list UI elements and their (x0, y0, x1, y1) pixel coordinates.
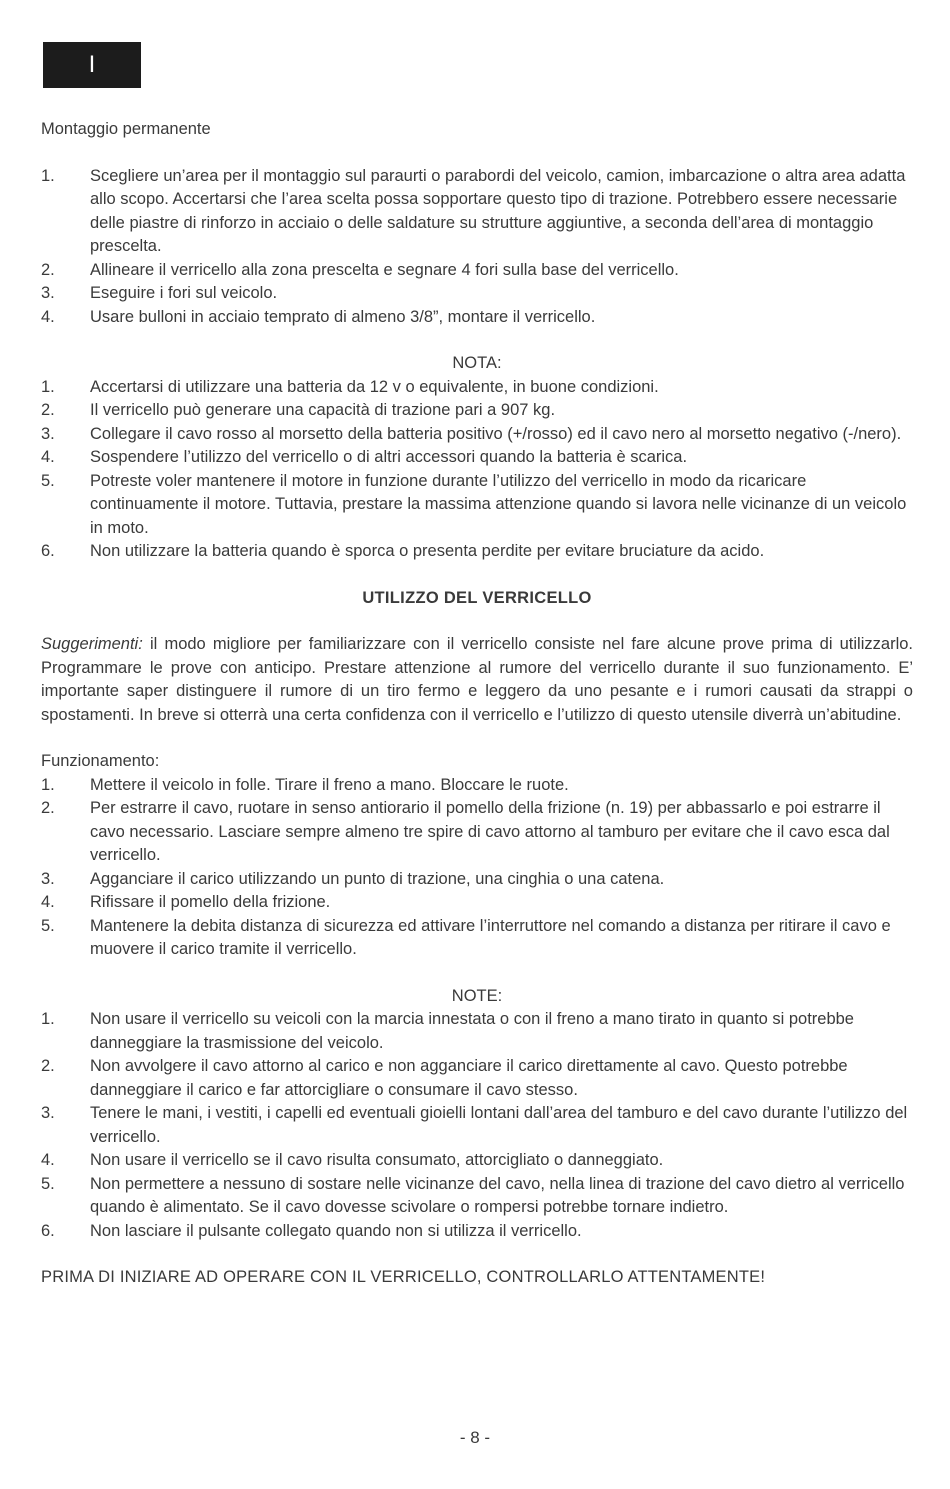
list-item (41, 774, 913, 798)
item-text: Mettere il veicolo in folle. Tirare il freno a mano. Bloccare le ruote. (90, 775, 569, 794)
item-number: 1. (41, 377, 55, 396)
item-number: 1. (41, 775, 55, 794)
list-item (41, 282, 913, 306)
tip-text: il modo migliore per familiarizzare con il verricello consiste nel fare alcune prove prima di utilizzarlo. Programmare le prove con anticipo. Prestare attenzione al rumore del verricello durante il suo funzionamento. E’ importante saper distinguere il rumore di un tiro fermo e leggero da uno pesante e i rumori causati da strappi o spostamenti. In breve si otterrà una certa confidenza con il verricello e l’utilizzo di questo utensile diverrà un’abitudine. (41, 635, 913, 724)
usage-title: UTILIZZO DEL VERRICELLO (362, 588, 592, 607)
language-badge: I (43, 42, 141, 88)
list-item (41, 797, 913, 868)
item-number: 4. (41, 448, 55, 466)
item-text: Non usare il verricello su veicoli con la marcia innestata o con il freno a mano tirato in quanto si potrebbe danneggiare la trasmissione del veicolo. (90, 1010, 854, 1052)
item-text: Accertarsi di utilizzare una batteria da 12 v o equivalente, in buone condizioni. (90, 377, 659, 396)
list-item (41, 1173, 913, 1220)
operation-list (41, 774, 913, 962)
item-number: 5. (41, 1174, 55, 1193)
mount-heading: Montaggio permanente (41, 120, 211, 138)
item-text: Agganciare il carico utilizzando un punto di trazione, una cinghia o una catena. (90, 869, 665, 888)
item-text: Il verricello può generare una capacità di trazione pari a 907 kg. (90, 401, 556, 419)
list-item (41, 1055, 913, 1102)
list-item (41, 446, 913, 470)
item-number: 3. (41, 284, 55, 302)
list-item (41, 1220, 913, 1244)
list-item (41, 1102, 913, 1149)
list-item (41, 399, 913, 423)
item-number: 4. (41, 1151, 55, 1169)
item-text: Scegliere un’area per il montaggio sul paraurti o parabordi del veicolo, camion, imbarcazione o altra area adatta allo scopo. Accertarsi che l’area scelta possa sopportare questo tipo di trazione. Potrebbero essere necessarie delle piastre di rinforzo in acciaio o delle saldature su strutture aggiuntive, a seconda dell’area di montaggio prescelta. (90, 166, 906, 255)
list-item (41, 891, 913, 915)
item-text: Per estrarre il cavo, ruotare in senso antiorario il pomello della frizione (n. 19) per abbassarlo e poi estrarre il cavo necessario. Lasciare sempre almeno tre spire di cavo attorno al tamburo per evitare che il cavo esca dal verricello. (90, 799, 890, 864)
item-number: 1. (41, 1010, 55, 1028)
nota-list (41, 376, 913, 564)
note-heading: NOTE: (451, 986, 503, 1005)
item-number: 2. (41, 401, 55, 419)
list-item (41, 423, 913, 447)
nota-heading: NOTA: (452, 354, 502, 372)
item-text: Non avvolgere il cavo attorno al carico e non agganciare il carico direttamente al cavo. Questo potrebbe danneggiare il carico e far attorcigliare o consumare il cavo stesso. (90, 1057, 848, 1099)
document-body (41, 118, 913, 1290)
list-item (41, 915, 913, 962)
list-item (41, 470, 913, 541)
item-text: Non permettere a nessuno di sostare nelle vicinanze del cavo, nella linea di trazione del cavo dietro al verricello quando è alimentato. Se il cavo dovesse scivolare o rompersi potrebbe tornare indietro. (90, 1174, 905, 1216)
list-item (41, 165, 913, 259)
item-number: 6. (41, 1221, 55, 1240)
item-number: 3. (41, 869, 55, 888)
item-number: 1. (41, 166, 55, 185)
item-text: Non lasciare il pulsante collegato quando non si utilizza il verricello. (90, 1221, 582, 1240)
item-text: Mantenere la debita distanza di sicurezza ed attivare l’interruttore nel comando a distanza per ritirare il cavo e muovere il carico tramite il verricello. (90, 916, 891, 958)
item-number: 3. (41, 424, 55, 443)
usage-paragraph (41, 633, 913, 727)
item-text: Allineare il verricello alla zona prescelta e segnare 4 fori sulla base del verricello. (90, 260, 679, 279)
list-item (41, 540, 913, 564)
tip-label: Suggerimenti: (41, 635, 143, 653)
page-number: - 8 - (459, 1428, 491, 1447)
item-text: Collegare il cavo rosso al morsetto della batteria positivo (+/rosso) ed il cavo nero al morsetto negativo (-/nero). (90, 424, 902, 443)
final-warning: PRIMA DI INIZIARE AD OPERARE CON IL VERRICELLO, CONTROLLARLO ATTENTAMENTE! (41, 1268, 766, 1286)
item-text: Potreste voler mantenere il motore in funzione durante l’utilizzo del verricello in modo da ricaricare continuamente il motore. Tuttavia, prestare la massima attenzione quando si lavora nelle vicinanze di un veicolo in moto. (90, 471, 907, 537)
item-number: 5. (41, 916, 55, 935)
list-item (41, 868, 913, 892)
mount-list (41, 165, 913, 330)
item-number: 6. (41, 542, 55, 560)
operation-heading: Funzionamento: (41, 752, 160, 770)
note-list (41, 1008, 913, 1243)
list-item (41, 306, 913, 330)
item-number: 2. (41, 1057, 55, 1075)
list-item (41, 259, 913, 283)
item-text: Rifissare il pomello della frizione. (90, 893, 331, 911)
item-number: 3. (41, 1104, 55, 1122)
item-number: 2. (41, 799, 55, 817)
item-text: Non usare il verricello se il cavo risulta consumato, attorcigliato o danneggiato. (90, 1151, 664, 1169)
item-text: Sospendere l’utilizzo del verricello o di altri accessori quando la batteria è scarica. (90, 448, 688, 466)
list-item (41, 376, 913, 400)
item-number: 5. (41, 471, 55, 490)
item-text: Non utilizzare la batteria quando è sporca o presenta perdite per evitare bruciature da acido. (90, 542, 765, 560)
item-number: 4. (41, 307, 55, 326)
list-item (41, 1149, 913, 1173)
item-number: 4. (41, 893, 55, 911)
list-item (41, 1008, 913, 1055)
item-number: 2. (41, 260, 55, 279)
item-text: Usare bulloni in acciaio temprato di almeno 3/8”, montare il verricello. (90, 307, 596, 326)
item-text: Eseguire i fori sul veicolo. (90, 284, 278, 302)
item-text: Tenere le mani, i vestiti, i capelli ed eventuali gioielli lontani dall’area del tamburo e del cavo durante l’utilizzo del verricello. (90, 1104, 908, 1146)
